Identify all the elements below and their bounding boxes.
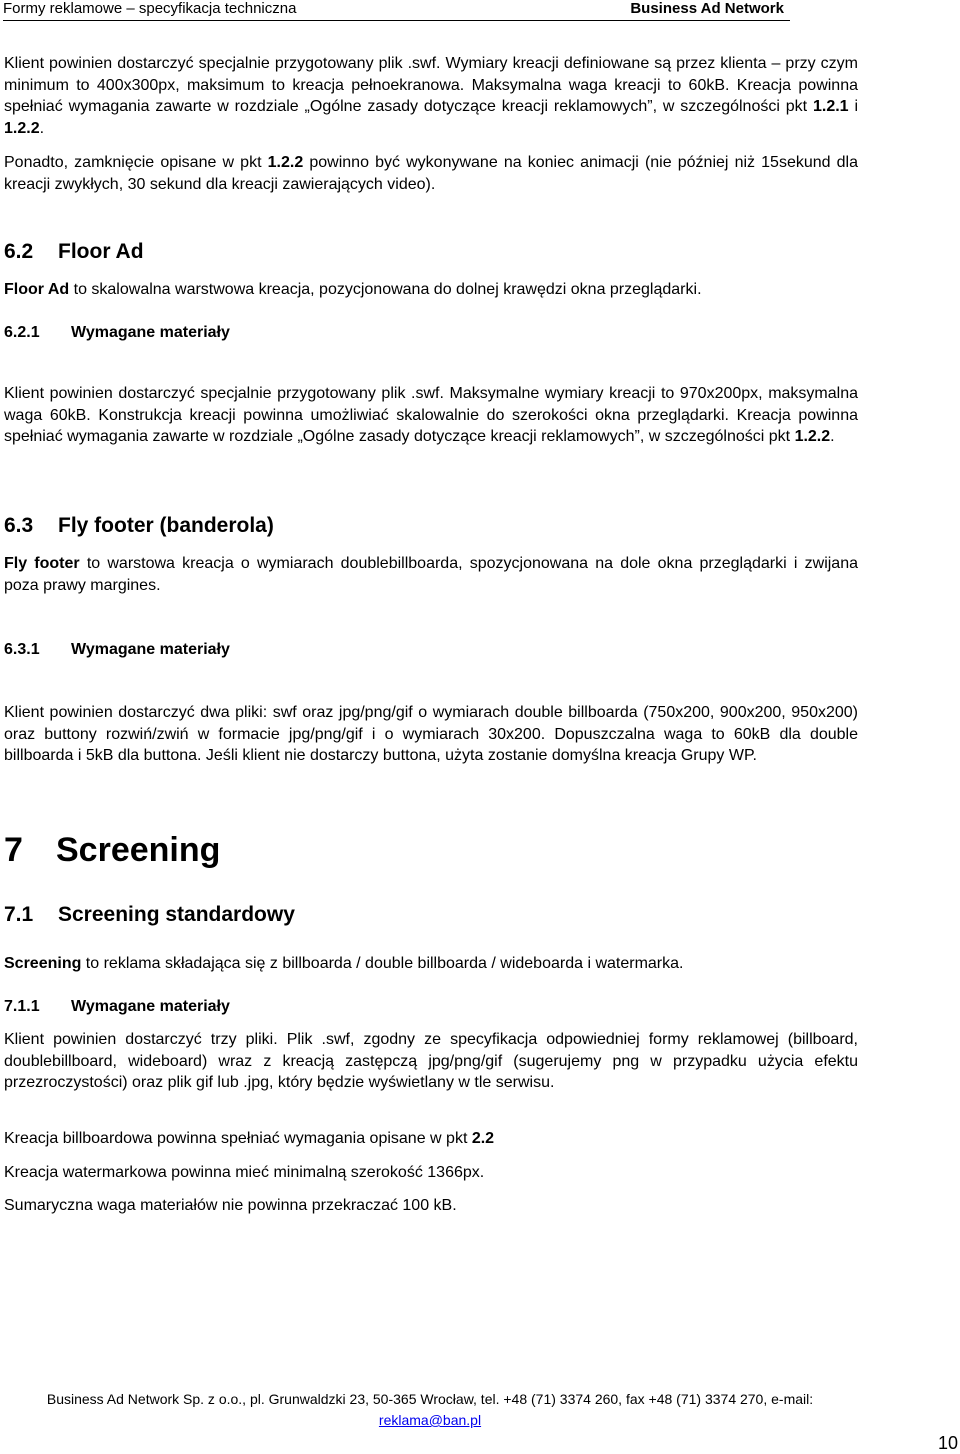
page-header [3,0,790,21]
header-brand: Business Ad Network [630,0,784,17]
subsection-heading-6-2-1: 6.2.1 Wymagane materiały [4,324,230,341]
paragraph-fly-footer-definition: Fly footer to warstowa kreacja o wymiarach doublebillboarda, spozycjonowana na dole okna przeglądarki i zwijana poza prawy margines. [4,555,858,594]
page-footer [0,1389,860,1431]
page-number: 10 [937,1433,958,1453]
paragraph-total-weight: Sumaryczna waga materiałów nie powinna przekraczać 100 kB. [4,1197,457,1214]
paragraph-floor-ad-definition: Floor Ad to skalowalna warstwowa kreacja, pozycjonowana do dolnej krawędzi okna przeglądarki. [4,281,702,298]
chapter-heading-7: 7 Screening [4,831,221,869]
paragraph-fly-footer-materials: Klient powinien dostarczyć dwa pliki: swf oraz jpg/png/gif o wymiarach double billboarda (750x200, 900x200, 950x200) oraz buttony rozwiń/zwiń w formacie jpg/png/gif i o wymiarach 30x200. Dopuszczalna waga to 60kB dla double billboarda i 5kB dla buttona. Jeśli klient nie dostarczy buttona, użyta zostanie domyślna kreacja Grupy WP. [4,704,858,764]
paragraph-swf-requirements: Klient powinien dostarczyć specjalnie przygotowany plik .swf. Wymiary kreacji definiowane są przez klienta – przy czym minimum to 400x300px, maksimum to kreacja pełnoekranowa. Maksymalna waga kreacji to 60kB. Kreacja powinna spełniać wymagania zawarte w rozdziale „Ogólne zasady dotyczące kreacji reklamowych”, w szczególności pkt 1.2.1 i 1.2.2. [4,55,858,137]
footer-address: Business Ad Network Sp. z o.o., pl. Grunwaldzki 23, 50-365 Wrocław, tel. +48 (71) 3374 260, fax +48 (71) 3374 270, e-mail: [46,1391,814,1407]
footer-email-link[interactable]: reklama@ban.pl [378,1412,482,1428]
paragraph-screening-definition: Screening to reklama składająca się z billboarda / double billboarda / wideboarda i watermarka. [4,955,684,972]
paragraph-closing: Ponadto, zamknięcie opisane w pkt 1.2.2 powinno być wykonywane na koniec animacji (nie później niż 15sekund dla kreacji zwykłych, 30 sekund dla kreacji zawierających video). [4,154,859,193]
paragraph-billboard-requirement: Kreacja billboardowa powinna spełniać wymagania opisane w pkt 2.2 [4,1130,495,1147]
subsection-heading-6-3-1: 6.3.1 Wymagane materiały [4,641,230,658]
paragraph-floor-ad-materials: Klient powinien dostarczyć specjalnie przygotowany plik .swf. Maksymalne wymiary kreacji to 970x200px, maksymalna waga 60kB. Konstrukcja kreacji powinna umożliwiać skalowalnie do szerokości okna przeglądarki. Kreacja powinna spełniać wymagania zawarte w rozdziale „Ogólne zasady dotyczące kreacji reklamowych”, w szczególności pkt 1.2.2. [4,385,858,445]
header-title: Formy reklamowe – specyfikacja techniczna [3,0,297,17]
section-heading-6-3: 6.3 Fly footer (banderola) [4,514,274,537]
paragraph-watermark-requirement: Kreacja watermarkowa powinna mieć minimalną szerokość 1366px. [4,1164,485,1181]
section-heading-7-1: 7.1 Screening standardowy [4,903,295,926]
paragraph-screening-materials: Klient powinien dostarczyć trzy pliki. Plik .swf, zgodny ze specyfikacja odpowiedniej formy reklamowej (billboard, doublebillboard, wideboard) wraz z kreacją zastępczą jpg/png/gif (sugerujemy png w przypadku użycia efektu przezroczystości) oraz plik gif lub .jpg, który będzie wyświetlany w tle serwisu. [4,1031,858,1091]
section-heading-6-2: 6.2 Floor Ad [4,240,144,263]
subsection-heading-7-1-1: 7.1.1 Wymagane materiały [4,998,230,1015]
